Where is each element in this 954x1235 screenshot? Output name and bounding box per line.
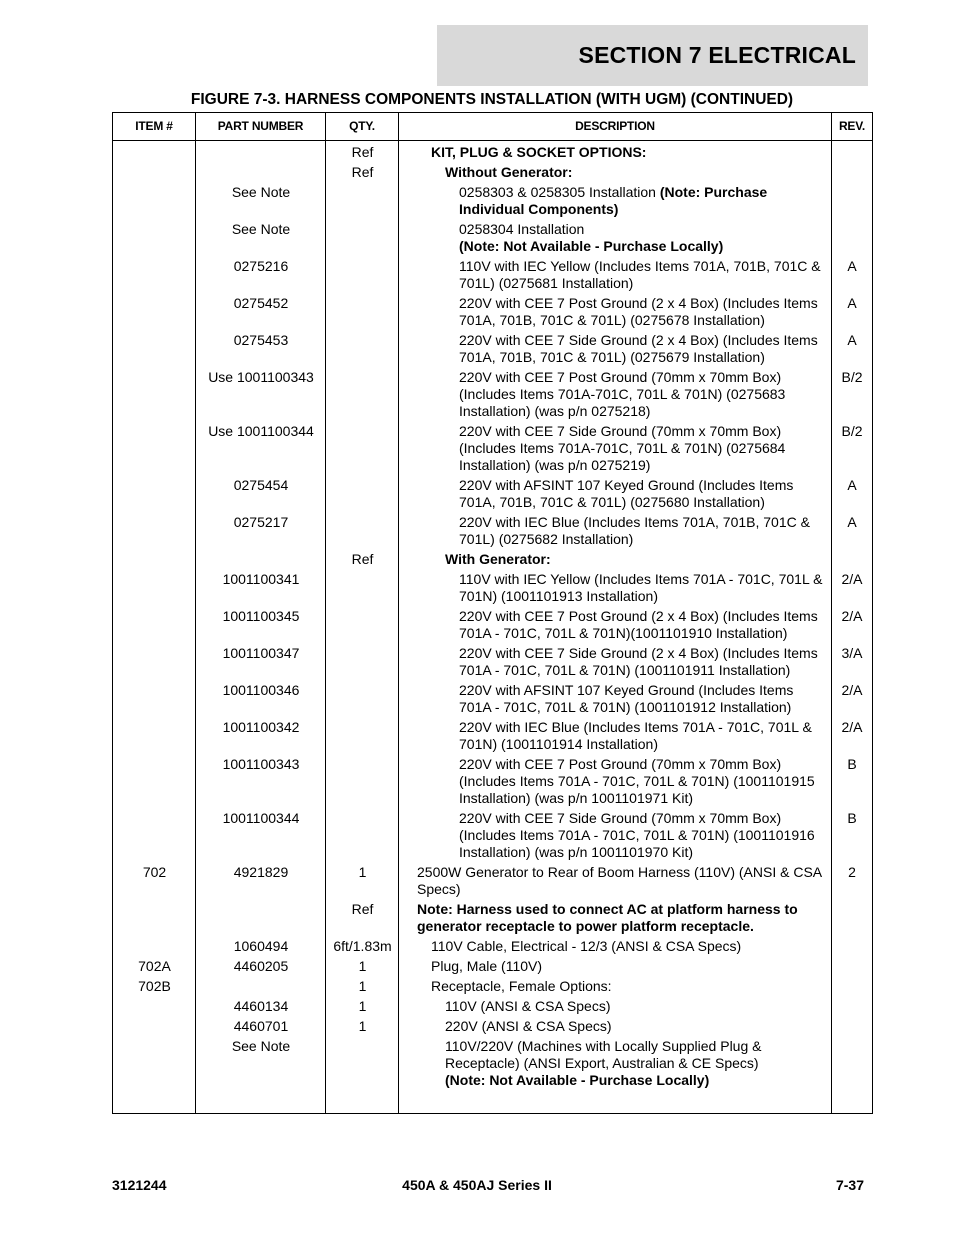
quantity: Ref bbox=[351, 901, 374, 917]
item-number: 702 bbox=[142, 864, 167, 880]
quantity: Ref bbox=[351, 144, 374, 160]
parts-table bbox=[112, 112, 873, 1114]
quantity bbox=[326, 423, 399, 474]
description-text: Without Generator: bbox=[445, 164, 573, 180]
item-number bbox=[113, 164, 196, 181]
table-row bbox=[113, 474, 872, 511]
header-qty: QTY. bbox=[349, 119, 375, 133]
table-row bbox=[113, 181, 872, 218]
part-number: 0275452 bbox=[233, 295, 289, 311]
description-text: 110V (ANSI & CSA Specs) bbox=[445, 998, 611, 1014]
quantity: 1 bbox=[358, 1018, 367, 1034]
description bbox=[399, 1018, 832, 1035]
quantity: Ref bbox=[351, 551, 374, 567]
item-number bbox=[113, 608, 196, 642]
revision bbox=[832, 164, 872, 181]
description bbox=[399, 978, 832, 995]
description bbox=[399, 144, 832, 161]
quantity bbox=[326, 682, 399, 716]
description bbox=[399, 756, 832, 807]
item-number bbox=[113, 756, 196, 807]
quantity bbox=[326, 1038, 399, 1089]
quantity: 1 bbox=[358, 998, 367, 1014]
quantity bbox=[326, 810, 399, 861]
description bbox=[399, 551, 832, 568]
description-text: 220V (ANSI & CSA Specs) bbox=[445, 1018, 612, 1034]
part-number: 4921829 bbox=[233, 864, 289, 880]
description-text: 220V with AFSINT 107 Keyed Ground (Includes Items 701A, 701B, 701C & 701L) (0275680 Installation) bbox=[459, 477, 794, 510]
item-number bbox=[113, 423, 196, 474]
description-text: 0258303 & 0258305 Installation bbox=[459, 184, 660, 200]
item-number bbox=[113, 144, 196, 161]
revision bbox=[832, 184, 872, 218]
quantity: Ref bbox=[351, 164, 374, 180]
revision bbox=[832, 1038, 872, 1089]
item-number bbox=[113, 571, 196, 605]
part-number: 1001100347 bbox=[222, 645, 300, 661]
item-number bbox=[113, 332, 196, 366]
description bbox=[399, 184, 832, 218]
quantity bbox=[326, 258, 399, 292]
description-text: 110V Cable, Electrical - 12/3 (ANSI & CSA Specs) bbox=[431, 938, 742, 954]
part-number: See Note bbox=[231, 184, 291, 200]
description-text: 220V with CEE 7 Post Ground (2 x 4 Box) (Includes Items 701A - 701C, 701L & 701N)(1001101910 Installation) bbox=[459, 608, 818, 641]
quantity bbox=[326, 608, 399, 642]
table-row bbox=[113, 679, 872, 716]
part-number bbox=[196, 978, 326, 995]
item-number bbox=[113, 938, 196, 955]
description-text: 220V with AFSINT 107 Keyed Ground (Includes Items 701A - 701C, 701L & 701N) (1001101912 Installation) bbox=[459, 682, 794, 715]
description bbox=[399, 864, 832, 898]
revision: A bbox=[847, 514, 857, 530]
table-row bbox=[113, 161, 872, 181]
description bbox=[399, 810, 832, 861]
revision: A bbox=[847, 295, 857, 311]
description-text: 220V with CEE 7 Side Ground (2 x 4 Box) (Includes Items 701A, 701B, 701C & 701L) (0275679 Installation) bbox=[459, 332, 818, 365]
section-header: SECTION 7 ELECTRICAL bbox=[437, 25, 868, 86]
description-text: 220V with CEE 7 Side Ground (2 x 4 Box) (Includes Items 701A - 701C, 701L & 701N) (1001101911 Installation) bbox=[459, 645, 818, 678]
revision: B bbox=[847, 756, 857, 772]
part-number: 1001100341 bbox=[222, 571, 300, 587]
item-number bbox=[113, 477, 196, 511]
revision bbox=[832, 1018, 872, 1035]
description bbox=[399, 221, 832, 255]
part-number bbox=[196, 551, 326, 568]
revision: A bbox=[847, 477, 857, 493]
description bbox=[399, 369, 832, 420]
description-text: 2500W Generator to Rear of Boom Harness (110V) (ANSI & CSA Specs) bbox=[417, 864, 822, 897]
footer-page-number: 7-37 bbox=[835, 1177, 864, 1193]
quantity bbox=[326, 221, 399, 255]
item-number bbox=[113, 1038, 196, 1089]
table-row bbox=[113, 995, 872, 1015]
description-text: Receptacle, Female Options: bbox=[431, 978, 612, 994]
part-number: 1001100344 bbox=[222, 810, 300, 826]
description bbox=[399, 998, 832, 1015]
table-row bbox=[113, 935, 872, 955]
revision: 2/A bbox=[841, 682, 863, 698]
table-row bbox=[113, 366, 872, 420]
revision: A bbox=[847, 332, 857, 348]
description-text: Plug, Male (110V) bbox=[431, 958, 543, 974]
quantity bbox=[326, 477, 399, 511]
table-row bbox=[113, 1015, 872, 1035]
part-number: 1001100345 bbox=[222, 608, 300, 624]
revision: B/2 bbox=[841, 423, 863, 439]
table-row bbox=[113, 218, 872, 255]
description bbox=[399, 258, 832, 292]
quantity: 1 bbox=[358, 864, 367, 880]
revision bbox=[832, 551, 872, 568]
description-note: (Note: Not Available - Purchase Locally) bbox=[459, 238, 724, 254]
quantity: 1 bbox=[358, 958, 367, 974]
part-number: 4460134 bbox=[233, 998, 289, 1014]
item-number bbox=[113, 719, 196, 753]
footer-doc-number: 3121244 bbox=[112, 1177, 167, 1193]
description-text: 220V with IEC Blue (Includes Items 701A, 701B, 701C & 701L) (0275682 Installation) bbox=[459, 514, 810, 547]
table-row bbox=[113, 292, 872, 329]
description-note: (Note: Not Available - Purchase Locally) bbox=[445, 1072, 710, 1088]
description-text: 0258304 Installation bbox=[459, 221, 585, 237]
description bbox=[399, 608, 832, 642]
description-text: 110V/220V (Machines with Locally Supplied Plug & Receptacle) (ANSI Export, Australian & CE Specs) bbox=[445, 1038, 762, 1071]
table-row bbox=[113, 975, 872, 995]
table-row bbox=[113, 420, 872, 474]
revision bbox=[832, 978, 872, 995]
part-number: 1001100346 bbox=[222, 682, 300, 698]
description-text: 110V with IEC Yellow (Includes Items 701A - 701C, 701L & 701N) (1001101913 Installation) bbox=[459, 571, 823, 604]
item-number bbox=[113, 1018, 196, 1035]
item-number bbox=[113, 901, 196, 935]
revision: B bbox=[847, 810, 857, 826]
description bbox=[399, 901, 832, 935]
description bbox=[399, 682, 832, 716]
part-number: See Note bbox=[231, 1038, 291, 1054]
table-row bbox=[113, 548, 872, 568]
part-number: See Note bbox=[231, 221, 291, 237]
description bbox=[399, 719, 832, 753]
item-number bbox=[113, 810, 196, 861]
quantity: 1 bbox=[358, 978, 367, 994]
table-row bbox=[113, 141, 872, 161]
table-row bbox=[113, 1035, 872, 1089]
description bbox=[399, 571, 832, 605]
part-number: Use 1001100343 bbox=[208, 369, 314, 385]
revision: A bbox=[847, 258, 857, 274]
description-text: With Generator: bbox=[445, 551, 551, 567]
table-row bbox=[113, 255, 872, 292]
description-text: 110V with IEC Yellow (Includes Items 701A, 701B, 701C & 701L) (0275681 Installation) bbox=[459, 258, 821, 291]
description-text: Note: Harness used to connect AC at platform harness to generator receptacle to power platform receptacle. bbox=[417, 901, 798, 934]
item-number: 702A bbox=[138, 958, 171, 974]
item-number: 702B bbox=[138, 978, 171, 994]
figure-title: FIGURE 7-3. HARNESS COMPONENTS INSTALLATION (WITH UGM) (CONTINUED) bbox=[190, 91, 794, 108]
header-rev: REV. bbox=[838, 119, 866, 133]
revision bbox=[832, 144, 872, 161]
item-number bbox=[113, 682, 196, 716]
description-text: 220V with CEE 7 Post Ground (2 x 4 Box) (Includes Items 701A, 701B, 701C & 701L) (0275678 Installation) bbox=[459, 295, 818, 328]
item-number bbox=[113, 998, 196, 1015]
revision bbox=[832, 958, 872, 975]
revision bbox=[832, 998, 872, 1015]
header-description: DESCRIPTION bbox=[575, 119, 655, 133]
part-number: 1001100343 bbox=[222, 756, 300, 772]
table-row bbox=[113, 753, 872, 807]
description-text: 220V with CEE 7 Side Ground (70mm x 70mm Box) (Includes Items 701A-701C, 701L & 701N) (0275684 Installation) (was p/n 0275219) bbox=[459, 423, 786, 473]
item-number bbox=[113, 184, 196, 218]
description-note: (Note: Purchase Individual Components) bbox=[459, 184, 768, 217]
item-number bbox=[113, 514, 196, 548]
table-row bbox=[113, 898, 872, 935]
revision: 2/A bbox=[841, 719, 863, 735]
quantity bbox=[326, 514, 399, 548]
revision bbox=[832, 901, 872, 935]
footer-model: 450A & 450AJ Series II bbox=[402, 1177, 552, 1193]
table-row bbox=[113, 807, 872, 861]
description-text: 220V with CEE 7 Post Ground (70mm x 70mm Box) (Includes Items 701A - 701C, 701L & 701N) (1001101915 Installation) (was p/n 1001101971 Kit) bbox=[459, 756, 815, 806]
item-number bbox=[113, 221, 196, 255]
description-text: 220V with CEE 7 Post Ground (70mm x 70mm Box) (Includes Items 701A-701C, 701L & 701N) (0275683 Installation) (was p/n 0275218) bbox=[459, 369, 786, 419]
quantity: 6ft/1.83m bbox=[333, 938, 392, 954]
description-text: 220V with IEC Blue (Includes Items 701A - 701C, 701L & 701N) (1001101914 Installation) bbox=[459, 719, 812, 752]
quantity bbox=[326, 645, 399, 679]
revision: 2/A bbox=[841, 608, 863, 624]
description bbox=[399, 295, 832, 329]
description bbox=[399, 1038, 832, 1089]
table-row bbox=[113, 955, 872, 975]
part-number: 0275453 bbox=[233, 332, 289, 348]
quantity bbox=[326, 184, 399, 218]
description bbox=[399, 514, 832, 548]
revision: B/2 bbox=[841, 369, 863, 385]
table-row bbox=[113, 642, 872, 679]
table-body bbox=[113, 141, 872, 1089]
part-number: Use 1001100344 bbox=[208, 423, 314, 439]
part-number: 0275217 bbox=[233, 514, 289, 530]
revision bbox=[832, 221, 872, 255]
description bbox=[399, 938, 832, 955]
description bbox=[399, 423, 832, 474]
table-row bbox=[113, 329, 872, 366]
revision: 3/A bbox=[841, 645, 863, 661]
revision bbox=[832, 938, 872, 955]
item-number bbox=[113, 645, 196, 679]
quantity bbox=[326, 332, 399, 366]
description bbox=[399, 477, 832, 511]
revision: 2/A bbox=[841, 571, 863, 587]
description bbox=[399, 332, 832, 366]
part-number bbox=[196, 164, 326, 181]
part-number: 1060494 bbox=[233, 938, 289, 954]
item-number bbox=[113, 369, 196, 420]
description-text: 220V with CEE 7 Side Ground (70mm x 70mm Box) (Includes Items 701A - 701C, 701L & 701N) (1001101916 Installation) (was p/n 1001101970 Kit) bbox=[459, 810, 815, 860]
quantity bbox=[326, 756, 399, 807]
item-number bbox=[113, 551, 196, 568]
description bbox=[399, 958, 832, 975]
table-row bbox=[113, 861, 872, 898]
header-item: ITEM # bbox=[135, 119, 173, 133]
description bbox=[399, 164, 832, 181]
header-part-number: PART NUMBER bbox=[217, 119, 304, 133]
item-number bbox=[113, 295, 196, 329]
quantity bbox=[326, 571, 399, 605]
part-number: 0275454 bbox=[233, 477, 289, 493]
quantity bbox=[326, 295, 399, 329]
revision: 2 bbox=[848, 864, 856, 880]
table-row bbox=[113, 605, 872, 642]
part-number: 4460701 bbox=[233, 1018, 289, 1034]
part-number: 4460205 bbox=[233, 958, 289, 974]
description bbox=[399, 645, 832, 679]
quantity bbox=[326, 719, 399, 753]
description-text: KIT, PLUG & SOCKET OPTIONS: bbox=[431, 144, 647, 160]
part-number bbox=[196, 144, 326, 161]
table-row bbox=[113, 568, 872, 605]
table-row bbox=[113, 511, 872, 548]
table-row bbox=[113, 716, 872, 753]
part-number: 1001100342 bbox=[222, 719, 300, 735]
part-number bbox=[196, 901, 326, 935]
part-number: 0275216 bbox=[233, 258, 289, 274]
item-number bbox=[113, 258, 196, 292]
quantity bbox=[326, 369, 399, 420]
